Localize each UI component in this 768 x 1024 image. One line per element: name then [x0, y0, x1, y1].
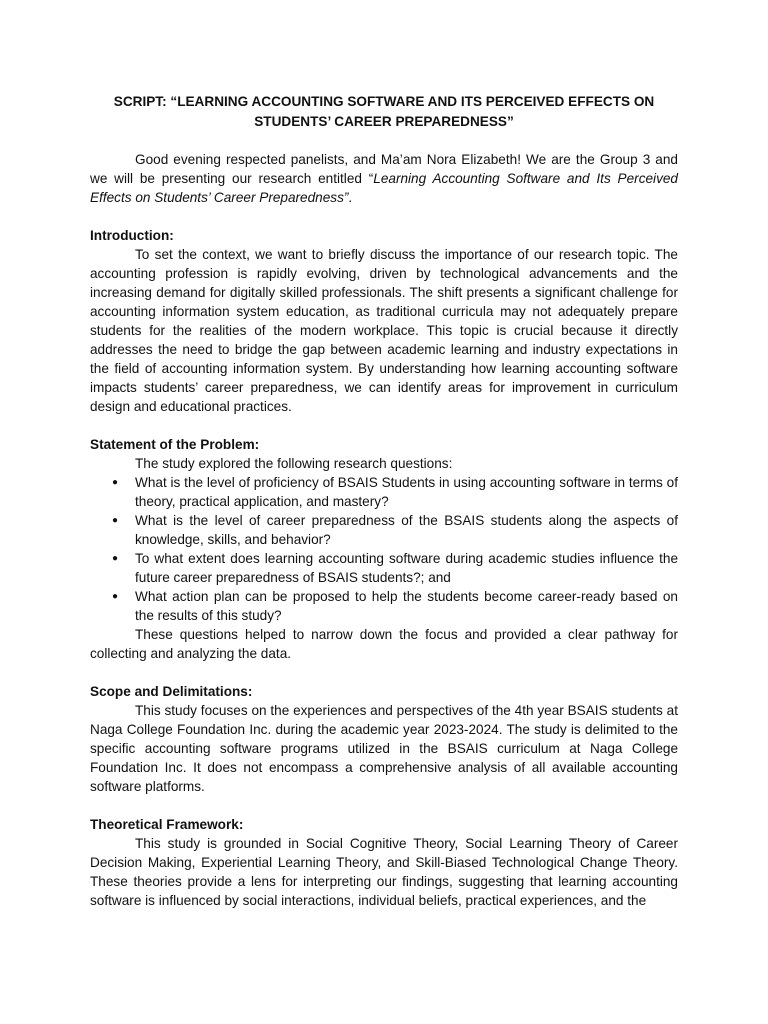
bullet-icon: ● [112, 515, 119, 526]
scope-heading: Scope and Delimitations: [90, 684, 253, 699]
document-body [90, 92, 678, 910]
document-title: SCRIPT: “LEARNING ACCOUNTING SOFTWARE AND ITS PERCEIVED EFFECTS ON STUDENTS’ CAREER PREPAREDNESS” [113, 94, 655, 129]
problem-intro: The study explored the following research questions: [135, 456, 453, 471]
question-text: To what extent does learning accounting software during academic studies influence the future career preparedness of BSAIS students?; and [135, 551, 678, 585]
research-questions-list [90, 473, 678, 625]
opening-paragraph [90, 150, 678, 207]
scope-paragraph: This study focuses on the experiences and perspectives of the 4th year BSAIS students at Naga College Foundation Inc. during the academic year 2023-2024. The study is delimited to the specific accounting software programs utilized in the BSAIS curriculum at Naga College Foundation Inc. It does not encompass a comprehensive analysis of all available accounting software platforms. [90, 703, 678, 794]
introduction-paragraph: To set the context, we want to briefly discuss the importance of our research topic. The accounting profession is rapidly evolving, driven by technological advancements and the increasing demand for digitally skilled professionals. The shift presents a significant challenge for accounting information system education, as traditional curricula may not adequately prepare students for the realities of the modern workplace. This topic is crucial because it directly addresses the need to bridge the gap between academic learning and industry expectations in the field of accounting information system. By understanding how learning accounting software impacts students’ career preparedness, we can identify areas for improvement in curriculum design and educational practices. [90, 247, 678, 414]
question-text: What is the level of proficiency of BSAIS Students in using accounting software in terms of theory, practical application, and mastery? [135, 475, 678, 509]
framework-paragraph: This study is grounded in Social Cognitive Theory, Social Learning Theory of Career Decision Making, Experiential Learning Theory, and Skill-Biased Technological Change Theory. These theories provide a lens for interpreting our findings, suggesting that learning accounting software is influenced by social interactions, individual beliefs, practical experiences, and the [90, 836, 678, 908]
introduction-heading: Introduction: [90, 228, 174, 243]
opening-text: Good evening respected panelists, and Ma’am Nora Elizabeth! We are the Group 3 and we will be presenting our research entitled “ [90, 152, 678, 186]
bullet-icon: ● [112, 591, 119, 602]
opening-end: . [348, 190, 353, 205]
bullet-icon: ● [112, 477, 119, 488]
problem-closing: These questions helped to narrow down the focus and provided a clear pathway for collecting and analyzing the data. [90, 627, 678, 661]
question-text: What is the level of career preparedness of the BSAIS students along the aspects of knowledge, skills, and behavior? [135, 513, 678, 547]
list-item [112, 473, 678, 511]
problem-heading: Statement of the Problem: [90, 437, 260, 452]
question-text: What action plan can be proposed to help the students become career-ready based on the results of this study? [135, 589, 678, 623]
list-item [112, 587, 678, 625]
list-item [112, 511, 678, 549]
list-item [112, 549, 678, 587]
framework-heading: Theoretical Framework: [90, 817, 244, 832]
bullet-icon: ● [112, 553, 119, 564]
research-title-italic: Learning Accounting Software and Its Perceived Effects on Students’ Career Preparedness” [90, 171, 678, 205]
